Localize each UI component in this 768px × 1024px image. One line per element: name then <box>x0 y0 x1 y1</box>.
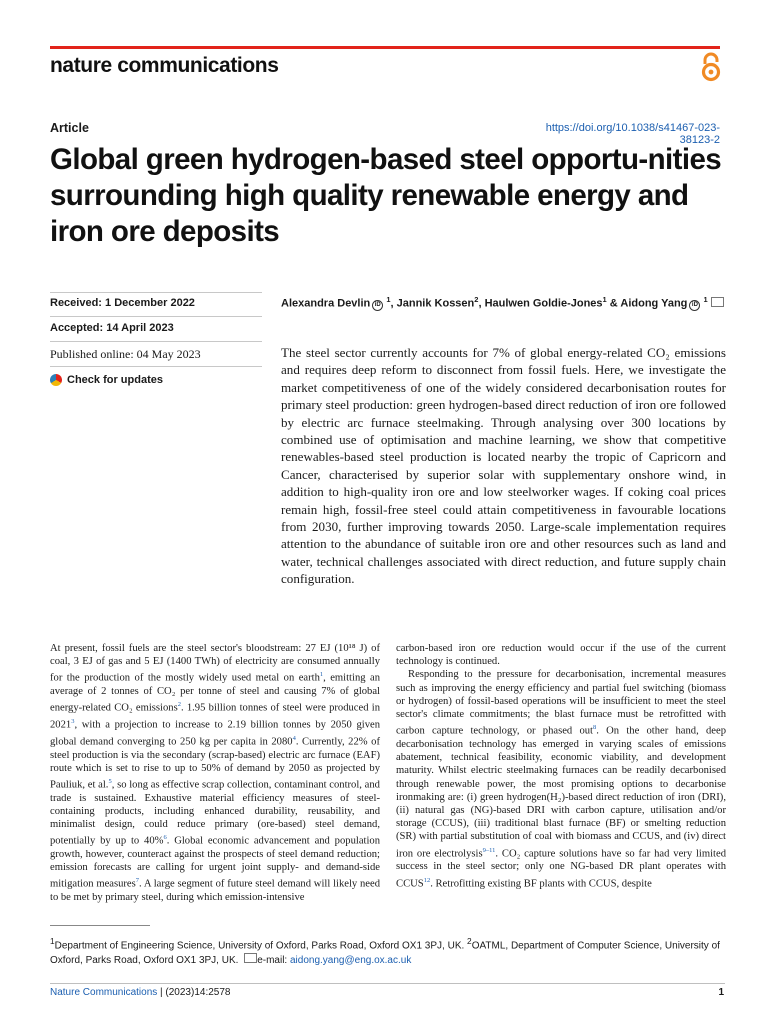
author-affiliation: 2 <box>474 295 479 304</box>
journal-name[interactable]: nature communications <box>50 54 279 77</box>
article-title: Global green hydrogen-based steel opportu-nities surrounding high quality renewable energy and iron ore deposits <box>50 143 722 248</box>
author-affiliation: 1 <box>703 295 708 304</box>
check-for-updates-button[interactable] <box>50 374 163 386</box>
body-text: . Global economic advancement and population growth, however, counteract against the prospects of steel demand reduction; emission forecasts are calling for urgent joint supply- and demand-side mitigation measures <box>50 835 380 890</box>
check-for-updates-icon <box>50 374 62 386</box>
body-column-right <box>396 642 726 890</box>
body-text: At present, fossil fuels are the steel sector's bloodstream: 27 EJ (10¹⁸ J) of coal, 3 EJ of gas and 5 EJ (1400 TWh) of electricity are consumed annually for the production of the mostly widely used metal on earth <box>50 643 380 684</box>
footer-citation <box>50 987 230 998</box>
meta-divider <box>50 366 262 367</box>
reference-link[interactable]: 6 <box>163 834 167 842</box>
footer-citation-text: | (2023)14:2578 <box>157 987 231 998</box>
body-paragraph: carbon-based iron ore reduction would occur if the use of the current technology is continued. <box>396 643 726 668</box>
header-accent-rule <box>50 46 720 49</box>
author-name[interactable]: Aidong Yang <box>620 297 688 310</box>
orcid-icon[interactable]: iD <box>689 300 700 311</box>
page-number: 1 <box>718 987 724 998</box>
author-conjunction: & <box>609 297 618 310</box>
author-affiliation: 1 <box>386 295 391 304</box>
published-date: Published online: 04 May 2023 <box>50 347 201 361</box>
body-paragraph <box>396 668 726 890</box>
reference-link[interactable]: 7 <box>135 877 140 885</box>
affiliation-text: OATML, Department of Computer Science, University of Oxford, Parks Road, Oxford OX1 3PJ, UK. <box>50 940 720 967</box>
article-type-label: Article <box>50 121 89 135</box>
reference-link[interactable]: 5 <box>108 777 112 785</box>
footer-journal-link[interactable]: Nature Communications <box>50 987 158 998</box>
received-date: Received: 1 December 2022 <box>50 297 195 309</box>
body-text: , with a projection to increase to 2.19 billion tonnes by 2050 given global demand converging to 250 kg per capita in 2080 <box>50 719 380 748</box>
envelope-icon[interactable] <box>711 297 724 307</box>
footnote-divider <box>50 925 150 926</box>
meta-divider <box>50 316 262 317</box>
author-list: Alexandra Devlin iD $^1$, Jannik Kossen$^2$, Haulwen Goldie-Jones$^1$ & Aidong Yang iD $^1$ <box>281 295 736 311</box>
author-name[interactable]: Alexandra Devlin <box>281 297 371 310</box>
body-paragraph <box>50 642 380 904</box>
affiliation-number: 1 <box>50 936 55 946</box>
envelope-icon <box>244 953 257 963</box>
body-text: . 1.95 billion tonnes of steel were produced in 2021 <box>50 702 380 731</box>
reference-link[interactable]: 3 <box>71 718 75 726</box>
accepted-date: Accepted: 14 April 2023 <box>50 322 174 334</box>
author-name[interactable]: Jannik Kossen <box>396 297 475 310</box>
reference-link[interactable]: 8 <box>593 724 597 732</box>
body-text: . On the other hand, deep decarbonisation technology has emerged in varying scales of emissions abatement, technical feasibility, economic viability, and development maturity. Whilst electric steelmaking furnaces can be readily decarbonised through renewable power, the most promising options to decarbonise ironmaking are: (i) green hydrogen(H₂)-based direct reduction of iron (DRI), (ii) natural gas (NG)-based DRI with carbon capture, utilisation and/or storage (CCUS), (iii) traditional blast furnace (BF) or smelting reduction (SR) with partial substitution of coal with biomass and CCUS, and (iv) direct iron ore electrolysis <box>396 725 726 860</box>
body-text: . CO₂ capture solutions have so far had very limited success in the steel sector; only one NG-based DR plant operates with CCUS <box>396 848 727 890</box>
reference-link[interactable]: 12 <box>423 876 431 884</box>
body-column-left <box>50 642 380 904</box>
open-access-icon <box>698 52 724 82</box>
body-text: , so long as effective scrap collection, contaminant control, and trade is sustained. Exhaustive material efficiency measures of steel-containing products, including enhanced durability, reusability, and minimalist design, could reduce primary (ore-based) steel demand, potentially by up to 40% <box>50 779 380 847</box>
email-link[interactable]: aidong.yang@eng.ox.ac.uk <box>289 955 412 967</box>
body-text: Responding to the pressure for decarbonisation, incremental measures such as improving the energy efficiency and partial fuel switching (biomass or hydrogen) of fossil-based operations will be insufficient to meet the steel sector's climate commitments; the blast furnace must be retrofitted with carbon capture technology, or phased out <box>396 669 726 737</box>
body-text: , emitting an average of 2 tonnes of CO₂ per tonne of steel and causing 7% of global energy-related CO₂ emissions <box>50 672 380 714</box>
body-text: . Currently, 22% of steel production is via the secondary (scrap-based) electric arc furnace (EAF) route which is set to rise to up to 50% of demand by 2050 as projected by Pauliuk, et al. <box>50 736 380 791</box>
reference-link[interactable]: 4 <box>292 734 296 742</box>
meta-divider <box>50 292 262 293</box>
body-text: . Retrofitting existing BF plants with CCUS, despite <box>430 878 652 890</box>
doi-link[interactable]: https://doi.org/10.1038/s41467-023-38123-2 <box>545 122 720 146</box>
orcid-icon[interactable]: iD <box>372 300 383 311</box>
body-text: . A large segment of future steel demand will likely need to be met by primary steel, during which emission-intensive <box>50 878 380 904</box>
check-for-updates-label: Check for updates <box>67 374 163 386</box>
reference-link[interactable]: 2 <box>177 701 181 709</box>
meta-divider <box>50 341 262 342</box>
affiliation-number: 2 <box>467 936 472 946</box>
footer-divider <box>50 983 725 984</box>
email-label: e-mail: <box>257 955 290 967</box>
author-affiliation: 1 <box>602 295 607 304</box>
abstract: The steel sector currently accounts for 7% of global energy-related CO₂ emissions and requires deep reform to disconnect from fossil fuels. Here, we investigate the market competitiveness of one of the widely considered decarbonisation routes for primary steel production: green hydrogen-based direct reduction of iron ore followed by electric arc furnace steelmaking. Through analysing over 300 locations by combined use of optimisation and machine learning, we show that competitive renewables-based steel production is located nearby the tropic of Capricorn and Cancer, characterised by superior solar with supplementary onshore wind, in addition to high-quality iron ore and low steelworker wages. If coking coal prices remain high, fossil-free steel could attain competitiveness in favourable locations from 2030, further improving towards 2050. Large-scale implementation requires attention to the abundance of suitable iron ore and other resources such as land and water, technical challenges associated with direct reduction, and future supply chain configuration. <box>281 345 726 587</box>
reference-link[interactable]: 9–11 <box>482 846 496 854</box>
affiliation-text: Department of Engineering Science, University of Oxford, Parks Road, Oxford OX1 3PJ, UK. <box>54 940 468 952</box>
author-name[interactable]: Haulwen Goldie-Jones <box>484 297 603 310</box>
reference-link[interactable]: 1 <box>319 671 324 679</box>
affiliations-footnote <box>50 934 725 968</box>
